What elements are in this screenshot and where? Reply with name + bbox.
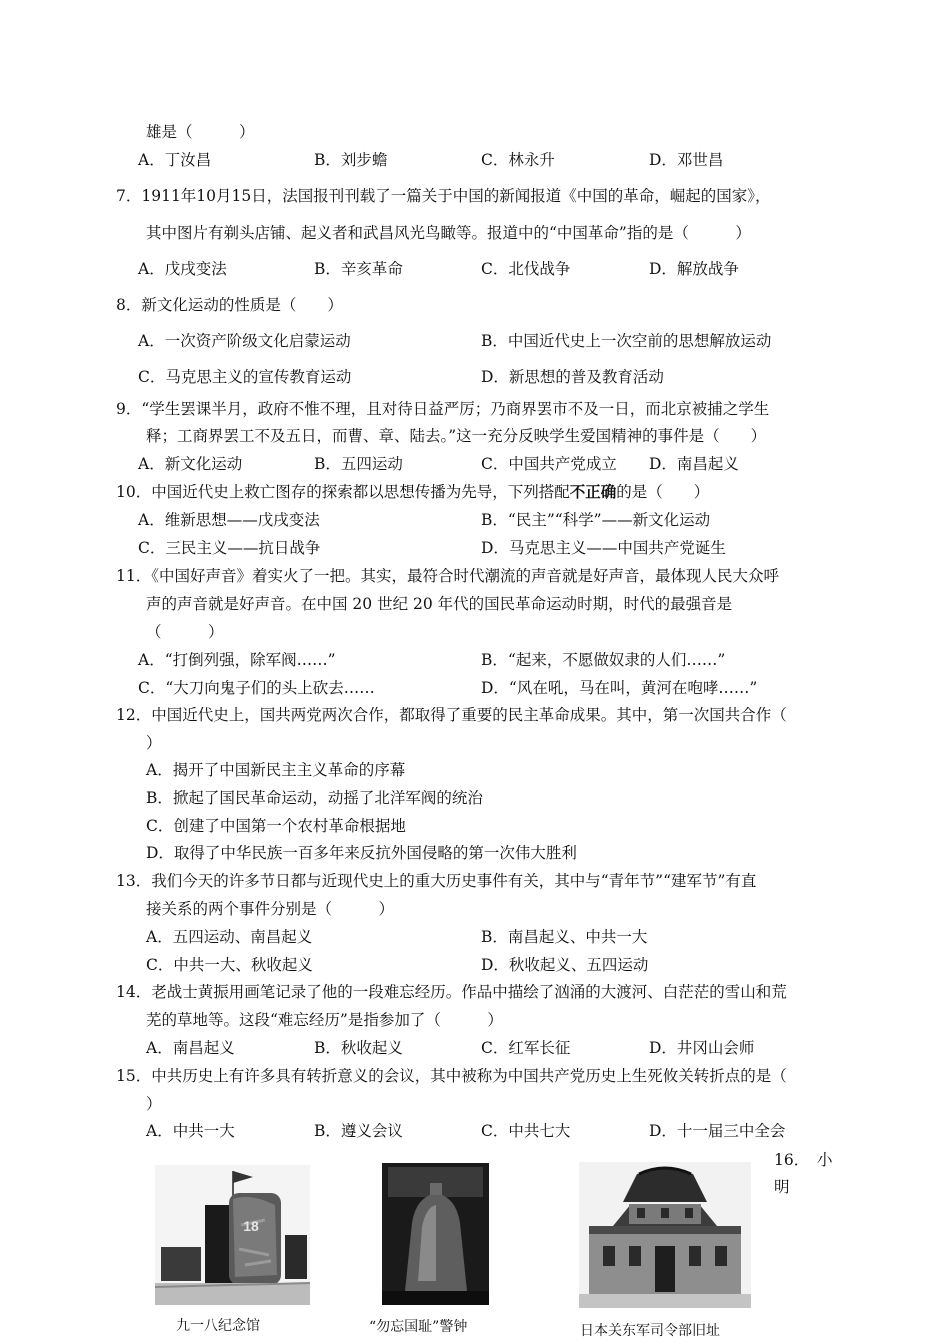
q11-stem-line3: （ ）	[146, 623, 224, 641]
q6-option-a: A．丁汝昌	[138, 151, 212, 169]
q15-option-b: B．遵义会议	[314, 1122, 403, 1140]
q14-stem-line1: 14．老战士黄振用画笔记录了他的一段难忘经历。作品中描绘了汹涌的大渡河、白茫茫的雪山和荒	[116, 983, 787, 1001]
q12-option-c: C．创建了中国第一个农村革命根据地	[146, 817, 406, 835]
q10-option-d: D．马克思主义——中国共产党诞生	[481, 539, 726, 557]
q14-option-b: B．秋收起义	[314, 1039, 403, 1057]
photo-918-memorial	[155, 1165, 310, 1305]
q13-stem-line2: 接关系的两个事件分别是（ ）	[146, 900, 395, 918]
q14-stem-line2: 芜的草地等。这段“难忘经历”是指参加了（ ）	[146, 1011, 503, 1029]
q7-stem-line1: 7．1911年10月15日，法国报刊刊载了一篇关于中国的新闻报道《中国的革命，崛起的国家》，	[116, 187, 771, 205]
q10-option-b: B．“民主”“科学”——新文化运动	[481, 511, 711, 529]
photo-warning-bell	[382, 1163, 489, 1305]
q16-stem-line2: 明	[774, 1178, 790, 1196]
q10-option-c: C．三民主义——抗日战争	[138, 539, 321, 557]
q15-option-d: D．十一届三中全会	[649, 1122, 786, 1140]
q9-option-b: B．五四运动	[314, 455, 403, 473]
q14-option-d: D．井冈山会师	[649, 1039, 755, 1057]
photo-kwantung-hq	[579, 1162, 751, 1308]
q6-stem-continuation: 雄是（ ）	[146, 123, 255, 141]
photo-918-caption: 九一八纪念馆	[176, 1318, 260, 1334]
q9-stem-line1: 9．“学生罢课半月，政府不惟不理，且对待日益严厉；乃商界罢市不及一日，而北京被捕之学生	[116, 400, 770, 418]
q9-stem-line2: 释；工商界罢工不及五日，而曹、章、陆去。”这一充分反映学生爱国精神的事件是（ ）	[146, 427, 767, 445]
q13-option-a: A．五四运动、南昌起义	[146, 928, 313, 946]
memorial-sign-number: 18	[243, 1218, 259, 1234]
q9-option-d: D．南昌起义	[649, 455, 739, 473]
q12-stem-line2: ）	[146, 734, 162, 752]
q13-stem-line1: 13．我们今天的许多节日都与近现代史上的重大历史事件有关，其中与“青年节”“建军节”有直	[116, 872, 757, 890]
q9-option-c: C．中国共产党成立	[481, 455, 617, 473]
q8-option-a: A．一次资产阶级文化启蒙运动	[138, 332, 351, 350]
q15-option-c: C．中共七大	[481, 1122, 571, 1140]
q13-option-b: B．南昌起义、中共一大	[481, 928, 648, 946]
q10-stem-pre: 10．中国近代史上救亡图存的探索都以思想传播为先导，下列搭配	[116, 483, 570, 501]
q15-stem-line1: 15．中共历史上有许多具有转折意义的会议，其中被称为中国共产党历史上生死攸关转折点的是（	[116, 1067, 787, 1085]
q12-option-a: A．揭开了中国新民主主义革命的序幕	[146, 761, 406, 779]
q14-option-a: A．南昌起义	[146, 1039, 235, 1057]
kwantung-hq-image	[579, 1162, 751, 1308]
q12-stem-line1: 12．中国近代史上，国共两党两次合作，都取得了重要的民主革命成果。其中，第一次国共合作（	[116, 706, 787, 724]
q8-stem: 8．新文化运动的性质是（ ）	[116, 296, 343, 314]
q7-stem-line2: 其中图片有剃头店铺、起义者和武昌风光鸟瞰等。报道中的“中国革命”指的是（ ）	[146, 224, 751, 242]
memorial-image	[155, 1165, 310, 1305]
q10-option-a: A．维新思想——戊戌变法	[138, 511, 320, 529]
q10-stem-post: 的是（ ）	[616, 483, 710, 501]
q6-option-c: C．林永升	[481, 151, 555, 169]
q11-option-d: D．“风在吼，马在叫，黄河在咆哮……”	[481, 679, 758, 697]
q15-stem-line2: ）	[146, 1095, 162, 1113]
q16-stem-line1: 16． 小	[774, 1151, 833, 1169]
q12-option-d: D．取得了中华民族一百多年来反抗外国侵略的第一次伟大胜利	[146, 844, 577, 862]
q6-option-d: D．邓世昌	[649, 151, 724, 169]
warning-bell-image	[382, 1163, 489, 1305]
photo-warning-bell-caption: “勿忘国耻”警钟	[369, 1319, 468, 1335]
q11-stem-line2: 声的声音就是好声音。在中国 20 世纪 20 年代的国民革命运动时期，时代的最强音是	[146, 595, 733, 613]
q11-option-b: B．“起来，不愿做奴隶的人们……”	[481, 651, 726, 669]
q12-option-b: B．掀起了国民革命运动，动摇了北洋军阀的统治	[146, 789, 483, 807]
q7-option-b: B．辛亥革命	[314, 260, 403, 278]
q7-option-a: A．戊戌变法	[138, 260, 227, 278]
q11-option-c: C．“大刀向鬼子们的头上砍去……	[138, 679, 375, 697]
q13-option-c: C．中共一大、秋收起义	[146, 956, 313, 974]
q14-option-c: C．红军长征	[481, 1039, 571, 1057]
q10-emphasis: 不正确	[569, 483, 617, 501]
q13-option-d: D．秋收起义、五四运动	[481, 956, 649, 974]
q11-option-a: A．“打倒列强，除军阀……”	[138, 651, 336, 669]
q11-stem-line1: 11．《中国好声音》着实火了一把。其实，最符合时代潮流的声音就是好声音，最体现人民大众呼	[116, 567, 779, 585]
q8-option-d: D．新思想的普及教育活动	[481, 368, 664, 386]
photo-kwantung-hq-caption: 日本关东军司令部旧址	[580, 1323, 720, 1339]
q7-option-d: D．解放战争	[649, 260, 739, 278]
q7-option-c: C．北伐战争	[481, 260, 571, 278]
q8-option-c: C．马克思主义的宣传教育运动	[138, 368, 352, 386]
q15-option-a: A．中共一大	[146, 1122, 235, 1140]
q9-option-a: A．新文化运动	[138, 455, 243, 473]
q10-stem	[116, 482, 709, 502]
q8-option-b: B．中国近代史上一次空前的思想解放运动	[481, 332, 772, 350]
q6-option-b: B．刘步蟾	[314, 151, 388, 169]
